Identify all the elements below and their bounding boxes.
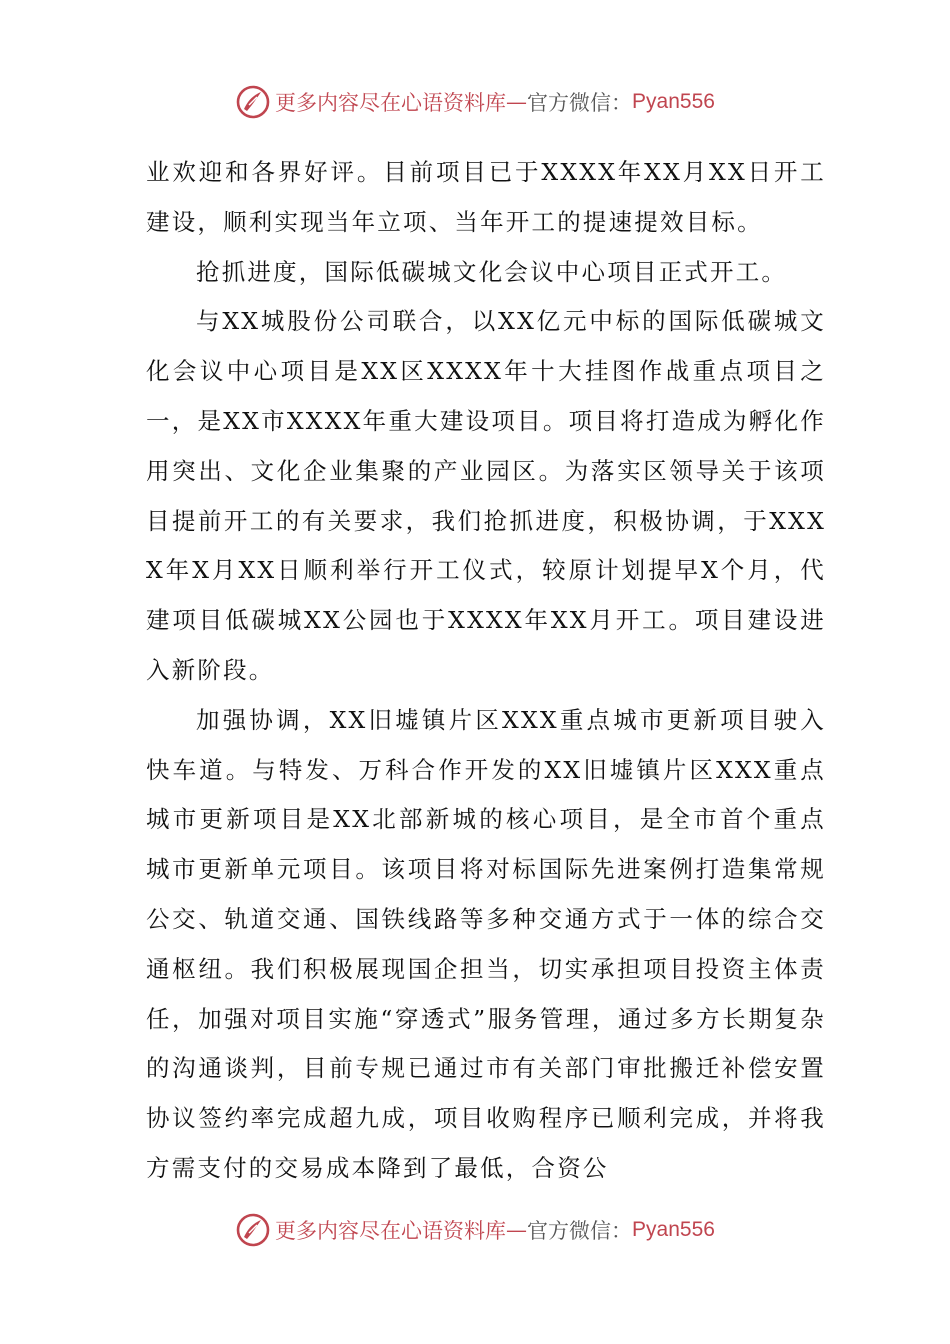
paragraph-heading-cultural-center: 抢抓进度，国际低碳城文化会议中心项目正式开工。 — [196, 257, 788, 286]
paragraph-urban-renewal: 加强协调，XX旧墟镇片区XXX重点城市更新项目驶入快车道。与特发、万科合作开发的XX旧墟镇片区XXX重点城市更新项目是XX北部新城的核心项目，是全市首个重点城市更新单元项目。该项目将对标国际先进案例打造集常规公交、轨道交通、国铁线路等多种交通方式于一体的综合交通枢纽。我们积极展现国企担当，切实承担项目投资主体责任，加强对项目实施“穿透式”服务管理，通过多方长期复杂的沟通谈判，目前专规已通过市有关部门审批搬迁补偿安置协议签约率完成超九成，项目收购程序已顺利完成，并将我方需支付的交易成本降到了最低，合资公 — [146, 705, 826, 1182]
header-dash: — — [506, 90, 528, 114]
footer-brand-text: 更多内容尽在心语资料库 — [275, 1219, 507, 1243]
footer-contact-label: 官方微信： — [527, 1219, 633, 1243]
footer-banner — [0, 1208, 950, 1252]
header-contact-id: Pyan556 — [632, 90, 715, 113]
paragraph-cultural-center: 与XX城股份公司联合，以XX亿元中标的国际低碳城文化会议中心项目是XX区XXXX年十大挂图作战重点项目之一，是XX市XXXX年重大建设项目。项目将打造成为孵化作用突出、文化企业集聚的产业园区。为落实区领导关于该项目提前开工的有关要求，我们抢抓进度，积极协调，于XXXX年X月XX日顺利举行开工仪式，较原计划提早X个月，代建项目低碳城XX公园也于XXXX年XX月开工。项目建设进入新阶段。 — [146, 307, 826, 684]
brand-logo-icon — [235, 84, 271, 120]
header-contact-label: 官方微信： — [527, 91, 633, 115]
brand-logo-icon — [235, 1212, 271, 1248]
document-body — [146, 148, 826, 1194]
header-banner — [0, 80, 950, 124]
header-brand-text: 更多内容尽在心语资料库 — [275, 91, 507, 115]
footer-dash: — — [506, 1218, 528, 1242]
footer-contact-id: Pyan556 — [632, 1218, 715, 1241]
paragraph-continuation: 业欢迎和各界好评。目前项目已于XXXX年XX月XX日开工建设，顺利实现当年立项、当年开工的提速提效目标。 — [146, 158, 826, 236]
